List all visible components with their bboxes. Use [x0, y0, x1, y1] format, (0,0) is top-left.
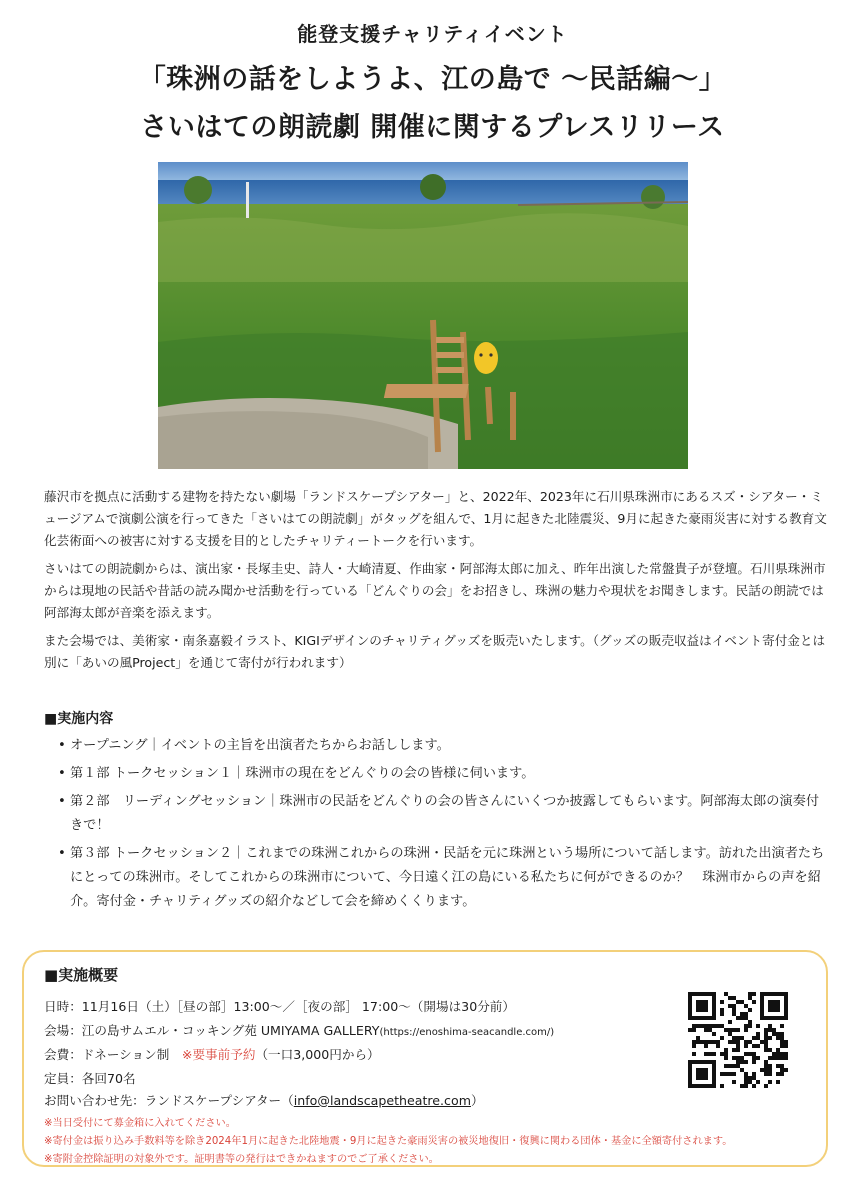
note-tax-deduction: ※寄附金控除証明の対象外です。証明書等の発行はできかねますのでご了承ください。: [44, 1154, 439, 1165]
fee-reservation-note: ※要事前予約: [181, 1047, 256, 1062]
intro-paragraph-2: さいはての朗読劇からは、演出家・長塚圭史、詩人・大崎清夏、作曲家・阿部海太郎に加え、昨年出演した常盤貴子が登壇。石川県珠洲市からは現地の民話や昔話の読み聞かせ活動を行っている「どんぐりの会」をお招きし、珠洲の魅力や現状をお聞きします。民話の朗読では阿部海太郎が音楽を添えます。: [44, 561, 826, 620]
summary-capacity: 定員：各回70名: [44, 1071, 136, 1086]
summary-venue-row: [44, 1020, 554, 1039]
title-line-1: 「珠洲の話をしようよ、江の島で 〜民話編〜」: [138, 64, 727, 95]
program-item-part1: • 第１部 トークセッション１｜珠洲市の現在をどんぐりの会の皆様に伺います。: [60, 762, 830, 786]
program-item-opening: • オープニング｜イベントの主旨を出演者たちからお話しします。: [60, 734, 830, 758]
contact-label: お問い合わせ先：ランドスケープシアター（: [44, 1093, 294, 1108]
summary-date: 日時：11月16日（土）［昼の部］13:00〜／［夜の部］ 17:00〜（開場は30分前）: [44, 999, 515, 1014]
qr-code-icon[interactable]: [688, 992, 788, 1088]
contact-close: ）: [470, 1093, 484, 1108]
summary-heading: ■実施概要: [44, 966, 119, 984]
summary-fee-row: [44, 1044, 380, 1063]
intro-paragraph-1: 藤沢市を拠点に活動する建物を持たない劇場「ランドスケープシアター」と、2022年、2023年に石川県珠洲市にあるスズ・シアター・ミュージアムで演劇公演を行ってきた「さいはての朗読劇」がタッグを組んで、1月に起きた北陸震災、9月に起きた豪雨災害に対する教育文化芸術面への被害に対する支援を目的としたチャリティートークを行います。: [44, 489, 827, 548]
program-list: [60, 734, 830, 918]
note-donation-use: ※寄付金は振り込み手数料等を除き2024年1月に起きた北陸地震・9月に起きた豪雨災害の被災地復旧・復興に関わる団体・基金に全額寄付されます。: [44, 1136, 733, 1147]
fee-amount: （一口3,000円から）: [255, 1047, 380, 1062]
program-item-part3: • 第３部 トークセッション２｜これまでの珠洲これからの珠洲・民話を元に珠洲という場所について話します。訪れた出演者たちにとっての珠洲市。そしてこれからの珠洲市について、今日遠く江の島にいる私たちに何ができるのか？ 珠洲市からの声を紹介。寄付金・チャリティグッズの紹介などして会を締めくくります。: [60, 842, 830, 914]
title-line-2: さいはての朗読劇 開催に関するプレスリリース: [140, 112, 725, 143]
contact-email-link[interactable]: info@landscapetheatre.com: [293, 1093, 471, 1108]
summary-fee: 会費：ドネーション制: [44, 1047, 170, 1062]
intro-paragraph-3: また会場では、美術家・南条嘉毅イラスト、KIGIデザインのチャリティグッズを販売いたします。（グッズの販売収益はイベント寄付金とは別に「あいの風Project」を通じて寄付が行われます）: [44, 633, 826, 670]
summary-venue: 会場：江の島サムエル・コッキング苑 UMIYAMA GALLERY: [44, 1023, 380, 1038]
note-reception: ※当日受付にて募金箱に入れてください。: [44, 1118, 236, 1129]
program-item-part2: • 第２部 リーディングセッション｜珠洲市の民話をどんぐりの会の皆さんにいくつか披露してもらいます。阿部海太郎の演奏付きで！: [60, 790, 830, 838]
venue-url[interactable]: (https://enoshima-seacandle.com/): [379, 1027, 555, 1038]
summary-contact-row: [44, 1090, 484, 1109]
chair-on-grass-photo: [158, 162, 688, 469]
program-heading: ■実施内容: [44, 711, 114, 727]
event-kicker: 能登支援チャリティイベント: [297, 22, 568, 46]
